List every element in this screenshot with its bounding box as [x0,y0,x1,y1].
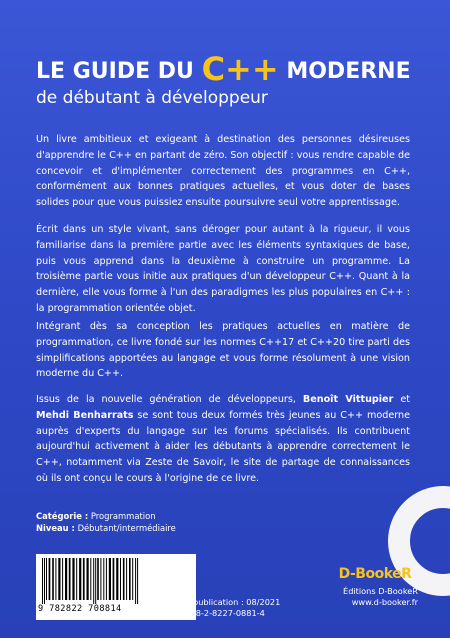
barcode-bar [106,558,107,600]
barcode-icon [40,558,160,604]
barcode-bar [135,558,136,604]
barcode-bar [76,558,77,600]
barcode-bar [49,558,51,600]
barcode-bar [55,558,56,600]
author-2: Mehdi Benharrats [36,409,134,421]
barcode-bar [62,558,63,600]
description-paragraph-2: Écrit dans un style vivant, sans déroger pour autant à la rigueur, il vous familiarise dans la première partie avec les éléments syntaxiques de base, puis vous apprend dans la deuxième à construire un programme. La troisième partie vous initie aux pratiques d'un développeur C++. Quant à la dernière, elle vous forme à l'un des paradigmes les plus populaires en C++ : la programmation orientée objet. [36,224,410,314]
barcode-bar [79,558,81,600]
barcode-bar [126,558,127,600]
description-paragraph-3: Intégrant dès sa conception les pratiques actuelles en matière de programmation, ce livre fondé sur les normes C++17 et C++20 tire parti des simplifications apportées au langage et vous forme résolument à une vision moderne du C++. [36,321,410,380]
barcode-bar [129,558,131,600]
price: 39 € [158,564,177,574]
barcode-bar [97,558,99,600]
authors-intro: Issus de la nouvelle génération de développeurs, [36,394,303,405]
barcode-bar [90,558,91,600]
book-subtitle: de débutant à développeur [36,88,268,108]
barcode-bar [95,558,96,604]
barcode-bar [116,558,118,600]
barcode-bar [137,558,138,604]
barcode-bar [72,558,74,600]
isbn: ISBN : 978-2-8227-0881-4 [158,608,265,618]
book-title [36,48,426,86]
barcode-bar [65,558,67,600]
barcode-bar [109,558,111,600]
authors-paragraph [36,392,410,487]
barcode-bar [58,558,60,600]
title-prefix: LE GUIDE DU [36,59,202,84]
reference-number: Réf. 0881 [158,586,197,596]
barcode-bar [83,558,85,600]
barcode-bar [52,558,54,600]
author-1: Benoît Vittupier [302,394,394,405]
publisher-info [318,586,418,608]
barcode-bar [69,558,71,600]
barcode-bar [44,558,45,604]
barcode-digits: 9 782822 708814 [38,604,122,614]
publisher-name: Éditions D-BookeR [343,586,418,596]
barcode-bar [123,558,125,600]
barcode-bar [46,558,47,600]
book-meta [36,510,176,534]
barcode-bar [93,558,94,604]
publication-info [158,586,280,619]
category-line [36,510,176,522]
publication-date: Date de publication : 08/2021 [158,597,281,607]
description-paragraph-1: Un livre ambitieux et exigeant à destination des personnes désireuses d'apprendre le C++ en partant de zéro. Son objectif : vous rendre capable de concevoir et d'implémenter correctement des programmes en C++, conformément aux bonnes pratiques actuelles, et vous doter de bases solides pour que vous puissiez ensuite poursuivre seul votre apprentissage. [36,134,410,209]
barcode-bar [87,558,89,600]
level-label: Niveau : [36,523,75,533]
publisher-logo: D-BookeR [338,566,412,582]
barcode-bar [120,558,121,600]
level-line [36,522,176,534]
level-value: Débutant/intermédiaire [74,523,176,533]
barcode-bar [103,558,104,600]
barcode-bar [113,558,115,600]
barcode-bar [42,558,43,604]
category-label: Catégorie : [36,511,89,521]
authors-bio: se sont tous deux formés très jeunes au C++ moderne auprès d'experts du langage sur les forums spécialisés. Ils contribuent aujourd'hui activement à aider les débutants à apprendre correctement le C++, notamment via Zeste de Savoir, le site de partage de connaissances où ils ont conçu le cours à l'origine de ce livre. [36,409,410,484]
publisher-website[interactable]: www.d-booker.fr [351,597,418,607]
authors-and: et [393,394,410,405]
title-suffix: MODERNE [278,59,411,84]
barcode-bar [100,558,101,600]
category-value: Programmation [88,511,156,521]
barcode-bar [132,558,133,600]
title-cpp: C++ [201,50,279,88]
